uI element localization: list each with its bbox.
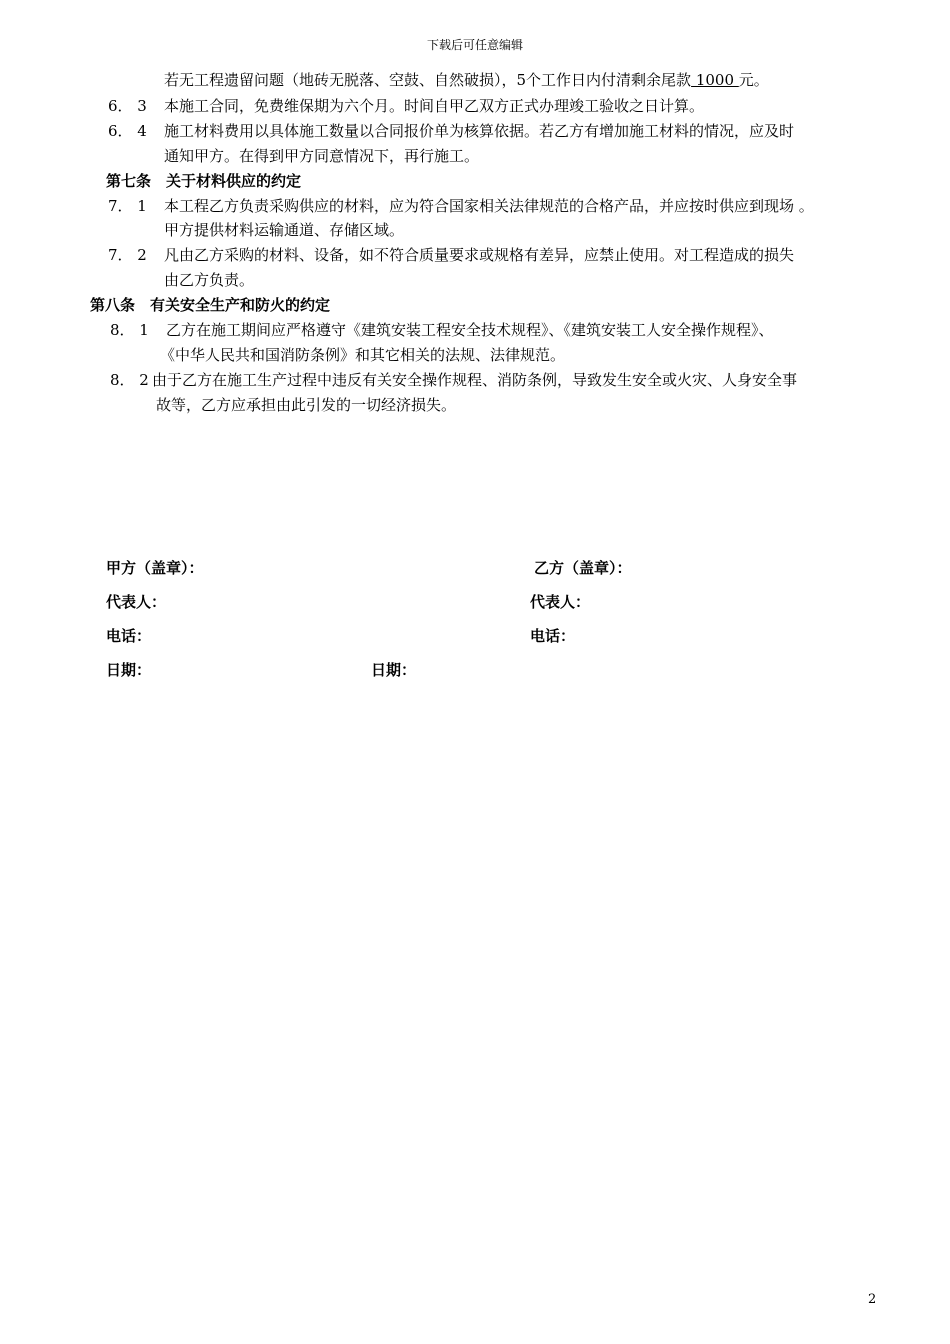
- clause-number: 7． 2: [108, 246, 147, 264]
- page-number: 2: [868, 1292, 877, 1307]
- article-8-heading: 第八条 有关安全生产和防火的约定: [90, 296, 331, 314]
- payment-amount: 1000: [691, 71, 739, 89]
- clause-continuation: 甲方提供材料运输通道、存储区域。: [164, 221, 405, 239]
- clause-number: 6． 4: [108, 122, 147, 140]
- clause-7-1: [108, 196, 814, 216]
- payment-clause-line: [164, 70, 769, 90]
- page-header: 下载后可任意编辑: [426, 38, 523, 52]
- clause-6-3: [108, 96, 704, 116]
- clause-text: 本施工合同，免费维保期为六个月。时间自甲乙双方正式办理竣工验收之日计算。: [164, 97, 705, 115]
- party-a-seal-label: 甲方（盖章）：: [106, 559, 204, 577]
- clause-number: 6． 3: [108, 97, 147, 115]
- clause-number: 7． 1: [108, 197, 147, 215]
- clause-continuation: 故等，乙方应承担由此引发的一切经济损失。: [156, 396, 457, 414]
- payment-clause-end: 元。: [738, 71, 769, 89]
- clause-8-1: [110, 320, 774, 340]
- party-a-date-label: 日期：: [106, 661, 152, 679]
- clause-8-2: [110, 370, 797, 390]
- clause-number: 8． 1: [110, 321, 149, 339]
- clause-continuation: 由乙方负责。: [164, 271, 255, 289]
- clause-text: 乙方在施工期间应严格遵守《建筑安装工程安全技术规程》、《建筑安装工人安全操作规程》、: [166, 321, 774, 339]
- party-a-representative-label: 代表人：: [106, 593, 167, 611]
- party-a-phone-label: 电话：: [106, 627, 152, 645]
- payment-clause-text: 若无工程遗留问题（地砖无脱落、空鼓、自然破损），5个工作日内付清剩余尾款: [164, 71, 692, 89]
- party-b-seal-label: 乙方（盖章）：: [534, 559, 632, 577]
- clause-6-4: [108, 121, 794, 141]
- party-b-phone-label: 电话：: [530, 627, 576, 645]
- clause-text: 凡由乙方采购的材料、设备，如不符合质量要求或规格有差异，应禁止使用。对工程造成的损失: [164, 246, 795, 264]
- article-7-heading: 第七条 关于材料供应的约定: [106, 172, 302, 190]
- clause-continuation: 通知甲方。在得到甲方同意情况下，再行施工。: [164, 147, 480, 165]
- clause-continuation: 《中华人民共和国消防条例》和其它相关的法规、法律规范。: [160, 346, 566, 364]
- clause-text: 由于乙方在施工生产过程中违反有关安全操作规程、消防条例，导致发生安全或火灾、人身安全事: [152, 371, 798, 389]
- party-b-date-label: 日期：: [371, 661, 417, 679]
- party-b-representative-label: 代表人：: [530, 593, 591, 611]
- clause-number: 8． 2: [110, 371, 149, 389]
- clause-text: 本工程乙方负责采购供应的材料，应为符合国家相关法律规范的合格产品，并应按时供应到现场 。: [164, 197, 814, 215]
- clause-text: 施工材料费用以具体施工数量以合同报价单为核算依据。若乙方有增加施工材料的情况，应及时: [164, 122, 795, 140]
- clause-7-2: [108, 245, 794, 265]
